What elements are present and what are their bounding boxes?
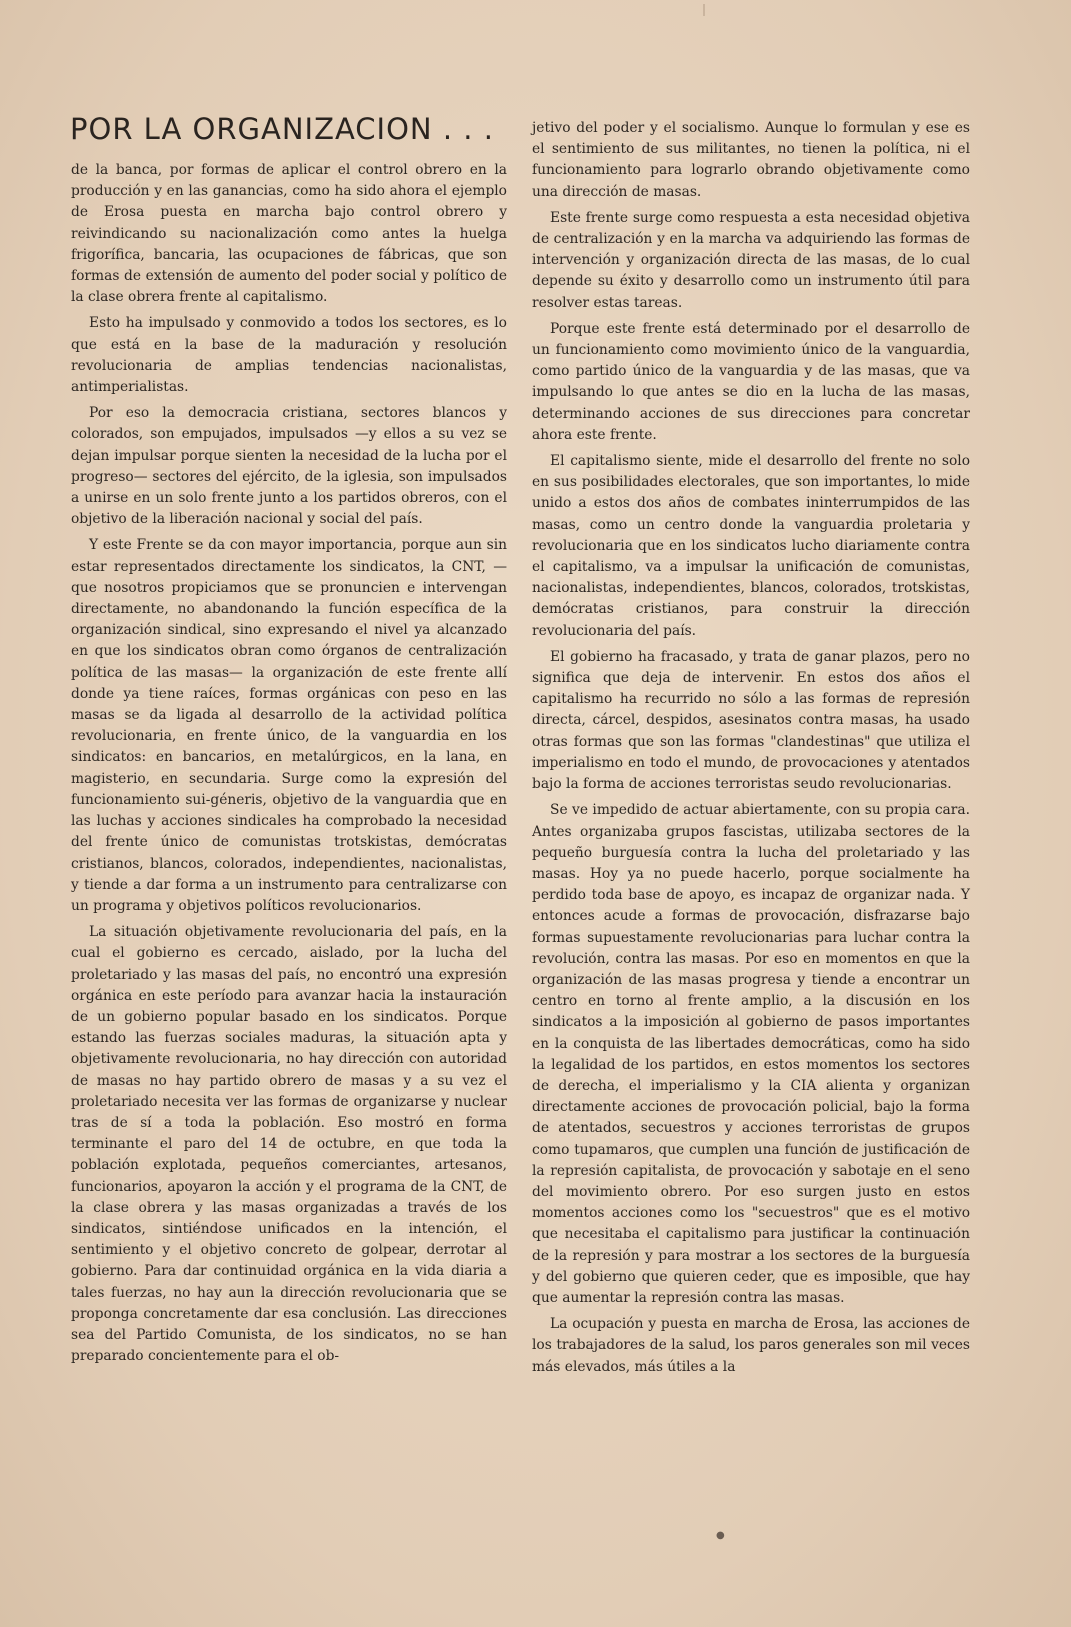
left-paragraph-4: Y este Frente se da con mayor importancia, porque aun sin estar representados directamente los sindicatos, la CNT, —que nosotros propiciamos que se pronuncien e intervengan directamente, no abandonando la función específica de la organización sindical, sino expresando el nivel ya alcanzado en que los sindicatos obran como órganos de centralización política de las masas— la organización de este frente allí donde ya tiene raíces, formas orgánicas con peso en las masas se da ligada al desarrollo de la actividad política revolucionaria, en frente único, de la vanguardia en los sindicatos: en bancarios, en metalúrgicos, en la lana, en magisterio, en secundaria. Surge como la expresión del funcionamiento sui-géneris, objetivo de la vanguardia que en las luchas y acciones sindicales ha comprobado la necesidad del frente único de comunistas trotskistas, demócratas cristianos, blancos, colorados, independientes, nacionalistas, y tiende a dar forma a un instrumento para centralizarse con un programa y objetivos políticos revolucionarios. — [71, 537, 507, 914]
article-title: POR LA ORGANIZACION . . . — [70, 112, 494, 146]
paper-crease-mark — [703, 4, 705, 16]
left-paragraph-1: de la banca, por formas de aplicar el control obrero en la producción y en las ganancias, como ha sido ahora el ejemplo de Erosa puesta en marcha bajo control obrero y reivindicando su nacionalización como antes la huelga frigorífica, bancaria, las ocupaciones de fábricas, que son formas de extensión de aumento del poder social y político de la clase obrera frente al capitalismo. — [71, 162, 507, 306]
right-paragraph-6: Se ve impedido de actuar abiertamente, con su propia cara. Antes organizaba grupos fascistas, utilizaba sectores de la pequeño burguesía contra la lucha del proletariado y las masas. Hoy ya no puede hacerlo, porque socialmente ha perdido toda base de apoyo, es incapaz de organizar nada. Y entonces acude a formas de provocación, disfrazarse bajo formas supuestamente revolucionarias para luchar contra la revolución, contra las masas. Por eso en momentos en que la organización de las masas progresa y tiende a encontrar un centro en torno al frente amplio, a la discusión en los sindicatos a la imposición al gobierno de pasos importantes en la conquista de las libertades democráticas, como ha sido la legalidad de los partidos, en estos momentos los sectores de derecha, el imperialismo y la CIA alienta y organizan directamente acciones de provocación policial, bajo la forma de atentados, secuestros y acciones terroristas de grupos como tupamaros, que cumplen una función de justificación de la represión capitalista, de provocación y sabotaje en el seno del movimiento obrero. Por eso surgen justo en estos momentos acciones como los "secuestros" que es el motivo que necesitaba el capitalismo para justificar la continuación de la represión y para mostrar a los sectores de la burguesía y del gobierno que quieren ceder, que es imposible, que hay que aumentar la represión contra las masas. — [532, 802, 970, 1306]
right-paragraph-4: El capitalismo siente, mide el desarrollo del frente no solo en sus posibilidades electorales, que son importantes, lo mide unido a estos dos años de combates ininterrumpidos de las masas, como un centro donde la vanguardia proletaria y revolucionaria que en los sindicatos lucho diariamente contra el capitalismo, va a impulsar la unificación de comunistas, nacionalistas, independientes, blancos, colorados, trotskistas, demócratas cristianos, para construir la dirección revolucionaria del país. — [532, 453, 970, 639]
ink-mark: ● — [716, 1530, 725, 1541]
right-paragraph-3: Porque este frente está determinado por el desarrollo de un funcionamiento como movimiento único de la vanguardia, como partido único de la vanguardia y de las masas, que va impulsando lo que antes se dio en la lucha de las masas, determinando acciones de sus direcciones para concretar ahora este frente. — [532, 320, 970, 443]
left-paragraph-3: Por eso la democracia cristiana, sectores blancos y colorados, son empujados, impulsados —y ellos a su vez se dejan impulsar porque sienten la necesidad de la lucha por el progreso— sectores del ejército, de la iglesia, son impulsados a unirse en un solo frente junto a los partidos obreros, con el objetivo de la liberación nacional y social del país. — [71, 405, 507, 528]
right-paragraph-5: El gobierno ha fracasado, y trata de ganar plazos, pero no significa que deja de intervenir. En estos dos años el capitalismo ha recurrido no sólo a las formas de represión directa, cárcel, despidos, asesinatos contra masas, ha usado otras formas que son las formas "clandestinas" que utiliza el imperialismo en todo el mundo, de provocaciones y atentados bajo la forma de acciones terroristas seudo revolucionarias. — [532, 648, 970, 793]
right-text-column — [532, 118, 970, 1383]
right-paragraph-7: La ocupación y puesta en marcha de Erosa, las acciones de los trabajadores de la salud, los paros generales son mil veces más elevados, más útiles a la — [532, 1316, 970, 1375]
left-paragraph-2: Esto ha impulsado y conmovido a todos los sectores, es lo que está en la base de la maduración y resolución revolucionaria de amplias tendencias nacionalistas, antimperialistas. — [71, 315, 507, 396]
right-paragraph-1: jetivo del poder y el socialismo. Aunque lo formulan y ese es el sentimiento de sus militantes, no tienen la política, ni el funcionamiento para lograrlo obrando objetivamente como una dirección de masas. — [532, 120, 970, 200]
right-paragraph-2: Este frente surge como respuesta a esta necesidad objetiva de centralización y en la marcha va adquiriendo las formas de intervención y organización directa de las masas, de lo cual depende su éxito y desarrollo como un instrumento útil para resolver estas tareas. — [532, 209, 970, 311]
left-text-column — [71, 160, 507, 1372]
left-paragraph-5: La situación objetivamente revolucionaria del país, en la cual el gobierno es cercado, aislado, por la lucha del proletariado y las masas del país, no encontró una expresión orgánica en este período para avanzar hacia la instauración de un gobierno popular basado en los sindicatos. Porque estando las fuerzas sociales maduras, la situación apta y objetivamente revolucionaria, no hay dirección con autoridad de masas no hay partido obrero de masas y a su vez el proletariado necesita ver las formas de organizarse y nuclear tras de sí a toda la población. Eso mostró en forma terminante el paro del 14 de octubre, en que toda la población explotada, pequeños comerciantes, artesanos, funcionarios, apoyaron la acción y el programa de la CNT, de la clase obrera y las masas organizadas a través de los sindicatos, sintiéndose unificados en la intención, el sentimiento y el objetivo concreto de golpear, derrotar al gobierno. Para dar continuidad orgánica en la vida diaria a tales fuerzas, no hay aun la dirección revolucionaria que se proponga concretamente dar esa conclusión. Las direcciones sea del Partido Comunista, de los sindicatos, no se han preparado concientemente para el ob- — [71, 924, 507, 1365]
